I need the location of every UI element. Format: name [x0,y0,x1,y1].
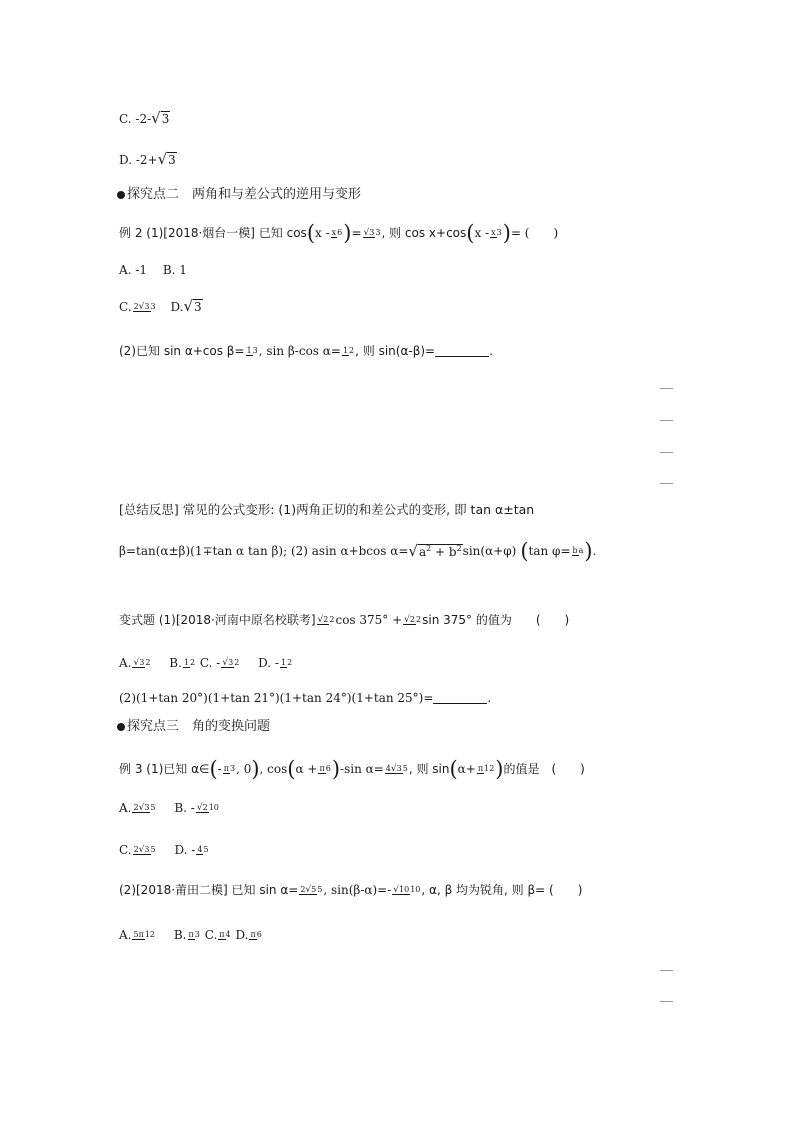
fraction: π6 [319,763,331,773]
option-c: C. [204,927,218,942]
fraction: √1010 [393,884,421,895]
example-3-options-ab [119,798,220,817]
fraction: 12 [183,657,196,667]
text: (2)[2018·莆田二模] 已知 sin α= [119,882,299,897]
fraction: √22 [317,614,335,625]
fraction: ba [572,545,584,555]
option-b: B. - [174,800,195,815]
section-title: 探究点三 角的变换问题 [127,719,271,734]
text: . [487,690,492,705]
paren-close: ) [584,538,593,563]
fraction: π3 [188,929,200,939]
fraction: π6 [250,929,262,939]
margin-dash [660,483,673,484]
text: (2)(1+tan 20°)(1+tan 21°)(1+tan 24°)(1+tan 25°)= [119,690,434,705]
option-c: C. [119,842,132,857]
example-3-question-1 [119,756,585,781]
fraction: 2√33 [133,301,156,312]
fraction: 2√35 [133,844,156,855]
margin-dash [660,388,673,389]
bullet-icon [117,723,125,731]
variant-question-1 [119,610,569,629]
option-d-line [119,150,177,169]
margin-dash [660,970,673,971]
summary-line-2 [119,540,596,561]
text: cos 375° + [335,612,403,627]
section-heading-3 [117,718,270,737]
sqrt: √3 [157,150,176,168]
example-3-question-2 [119,880,582,899]
text: sin 375° 的值为 ( ) [422,612,570,627]
text: -sin α= [340,761,384,776]
fraction: π4 [219,929,231,939]
text: . [489,343,493,358]
answer-blank[interactable] [433,691,487,704]
sqrt: √3 [151,109,170,127]
fraction: √33 [363,227,381,238]
text: x - [474,225,490,240]
variant-options [119,653,293,672]
summary-line-1 [119,500,534,519]
text: , 0 [236,761,252,776]
paren-open: ( [306,220,316,245]
fraction: 4√35 [385,763,408,774]
text: 变式题 (1)[2018·河南中原名校联考] [119,612,316,627]
option-c: C. [119,299,132,314]
option-b: B. 1 [162,262,187,277]
option-a: A. [119,800,132,815]
fraction: √32 [222,657,240,668]
example-2-question-2 [119,341,493,360]
fraction: √22 [404,614,422,625]
text: sin(α+φ) [462,543,517,558]
paren-close: ) [502,220,511,245]
text: α + [295,761,318,776]
text: (2)已知 sin α+cos β= [119,343,245,358]
text: x - [315,225,330,240]
example-2-options-cd [119,297,203,316]
bullet-icon [117,191,125,199]
summary-text: [总结反思] 常见的公式变形: (1)两角正切的和差公式的变形, 即 tan α±tan [119,501,535,517]
paren-open: ( [209,756,218,781]
margin-dash [660,1001,673,1002]
option-a: A. [119,655,132,670]
text: , sin(β-α)=- [323,882,392,897]
option-b: B. [169,655,182,670]
option-b: B. [173,927,187,942]
section-heading-2 [117,186,361,205]
paren-close: ) [331,756,341,781]
example-3-question-2-options [119,925,263,944]
section-title: 探究点二 两角和与差公式的逆用与变形 [127,187,362,202]
option-d: D. - [258,655,279,670]
sqrt: √3 [183,297,202,315]
fraction: 2√35 [133,802,156,813]
sqrt: $√a^2 + b^2$ [408,542,462,560]
text: , α, β 均为锐角, 则 β= ( ) [421,882,583,897]
fraction: 5π12 [133,929,156,939]
text: α+ [457,761,476,776]
fraction: 12 [281,657,293,667]
option-d-label: D. [119,152,133,167]
fraction: 13 [246,345,258,355]
option-c-value: -2- [135,111,152,126]
text: β=tan(α±β)(1∓tan α tan β); (2) asin α+bcos α= [119,543,409,558]
option-c-label: C. [119,111,132,126]
paren-open: ( [287,756,296,781]
option-d: D. - [174,842,196,857]
option-a: A. -1 [119,262,147,277]
text: 例 2 (1)[2018·烟台一模] 已知 cos [119,225,307,240]
option-d-value: -2+ [135,152,158,167]
example-2-question-1 [119,220,559,245]
fraction: x6 [331,227,343,237]
fraction: π12 [477,763,495,773]
option-a: A. [119,927,132,942]
text: - [217,761,222,776]
option-d: D. [170,299,184,314]
fraction: x3 [491,227,502,237]
margin-dash [660,420,673,421]
text: 的值是 ( ) [503,761,585,776]
text: , sin β-cos α= [258,343,341,358]
fraction: 12 [342,345,355,355]
paren-close: ) [343,220,352,245]
text: 例 3 (1)已知 α∈ [119,761,210,776]
text: , 则 cos x+cos [381,225,467,240]
example-2-options-ab [119,260,187,279]
paren-open: ( [466,220,475,245]
paren-close: ) [251,756,260,781]
text: = [351,225,362,240]
text: = ( ) [510,225,559,240]
fraction: π3 [223,763,236,773]
paren-open: ( [449,756,458,781]
fraction: √32 [133,657,151,668]
option-c-line [119,109,170,128]
paren-close: ) [495,756,504,781]
text: . [592,543,597,558]
variant-question-2 [119,688,491,707]
text: , 则 sin [408,761,450,776]
option-d: D. [235,927,249,942]
paren-open: ( [520,538,529,563]
answer-blank[interactable] [435,344,489,357]
fraction: 2√55 [300,884,323,895]
option-c: C. - [199,655,221,670]
fraction: 45 [197,844,209,854]
text: tan φ= [528,543,571,558]
text: , cos [259,761,288,776]
fraction: √210 [196,802,219,813]
text: , 则 sin(α-β)= [355,343,436,358]
example-3-options-cd [119,840,210,859]
margin-dash [660,452,673,453]
